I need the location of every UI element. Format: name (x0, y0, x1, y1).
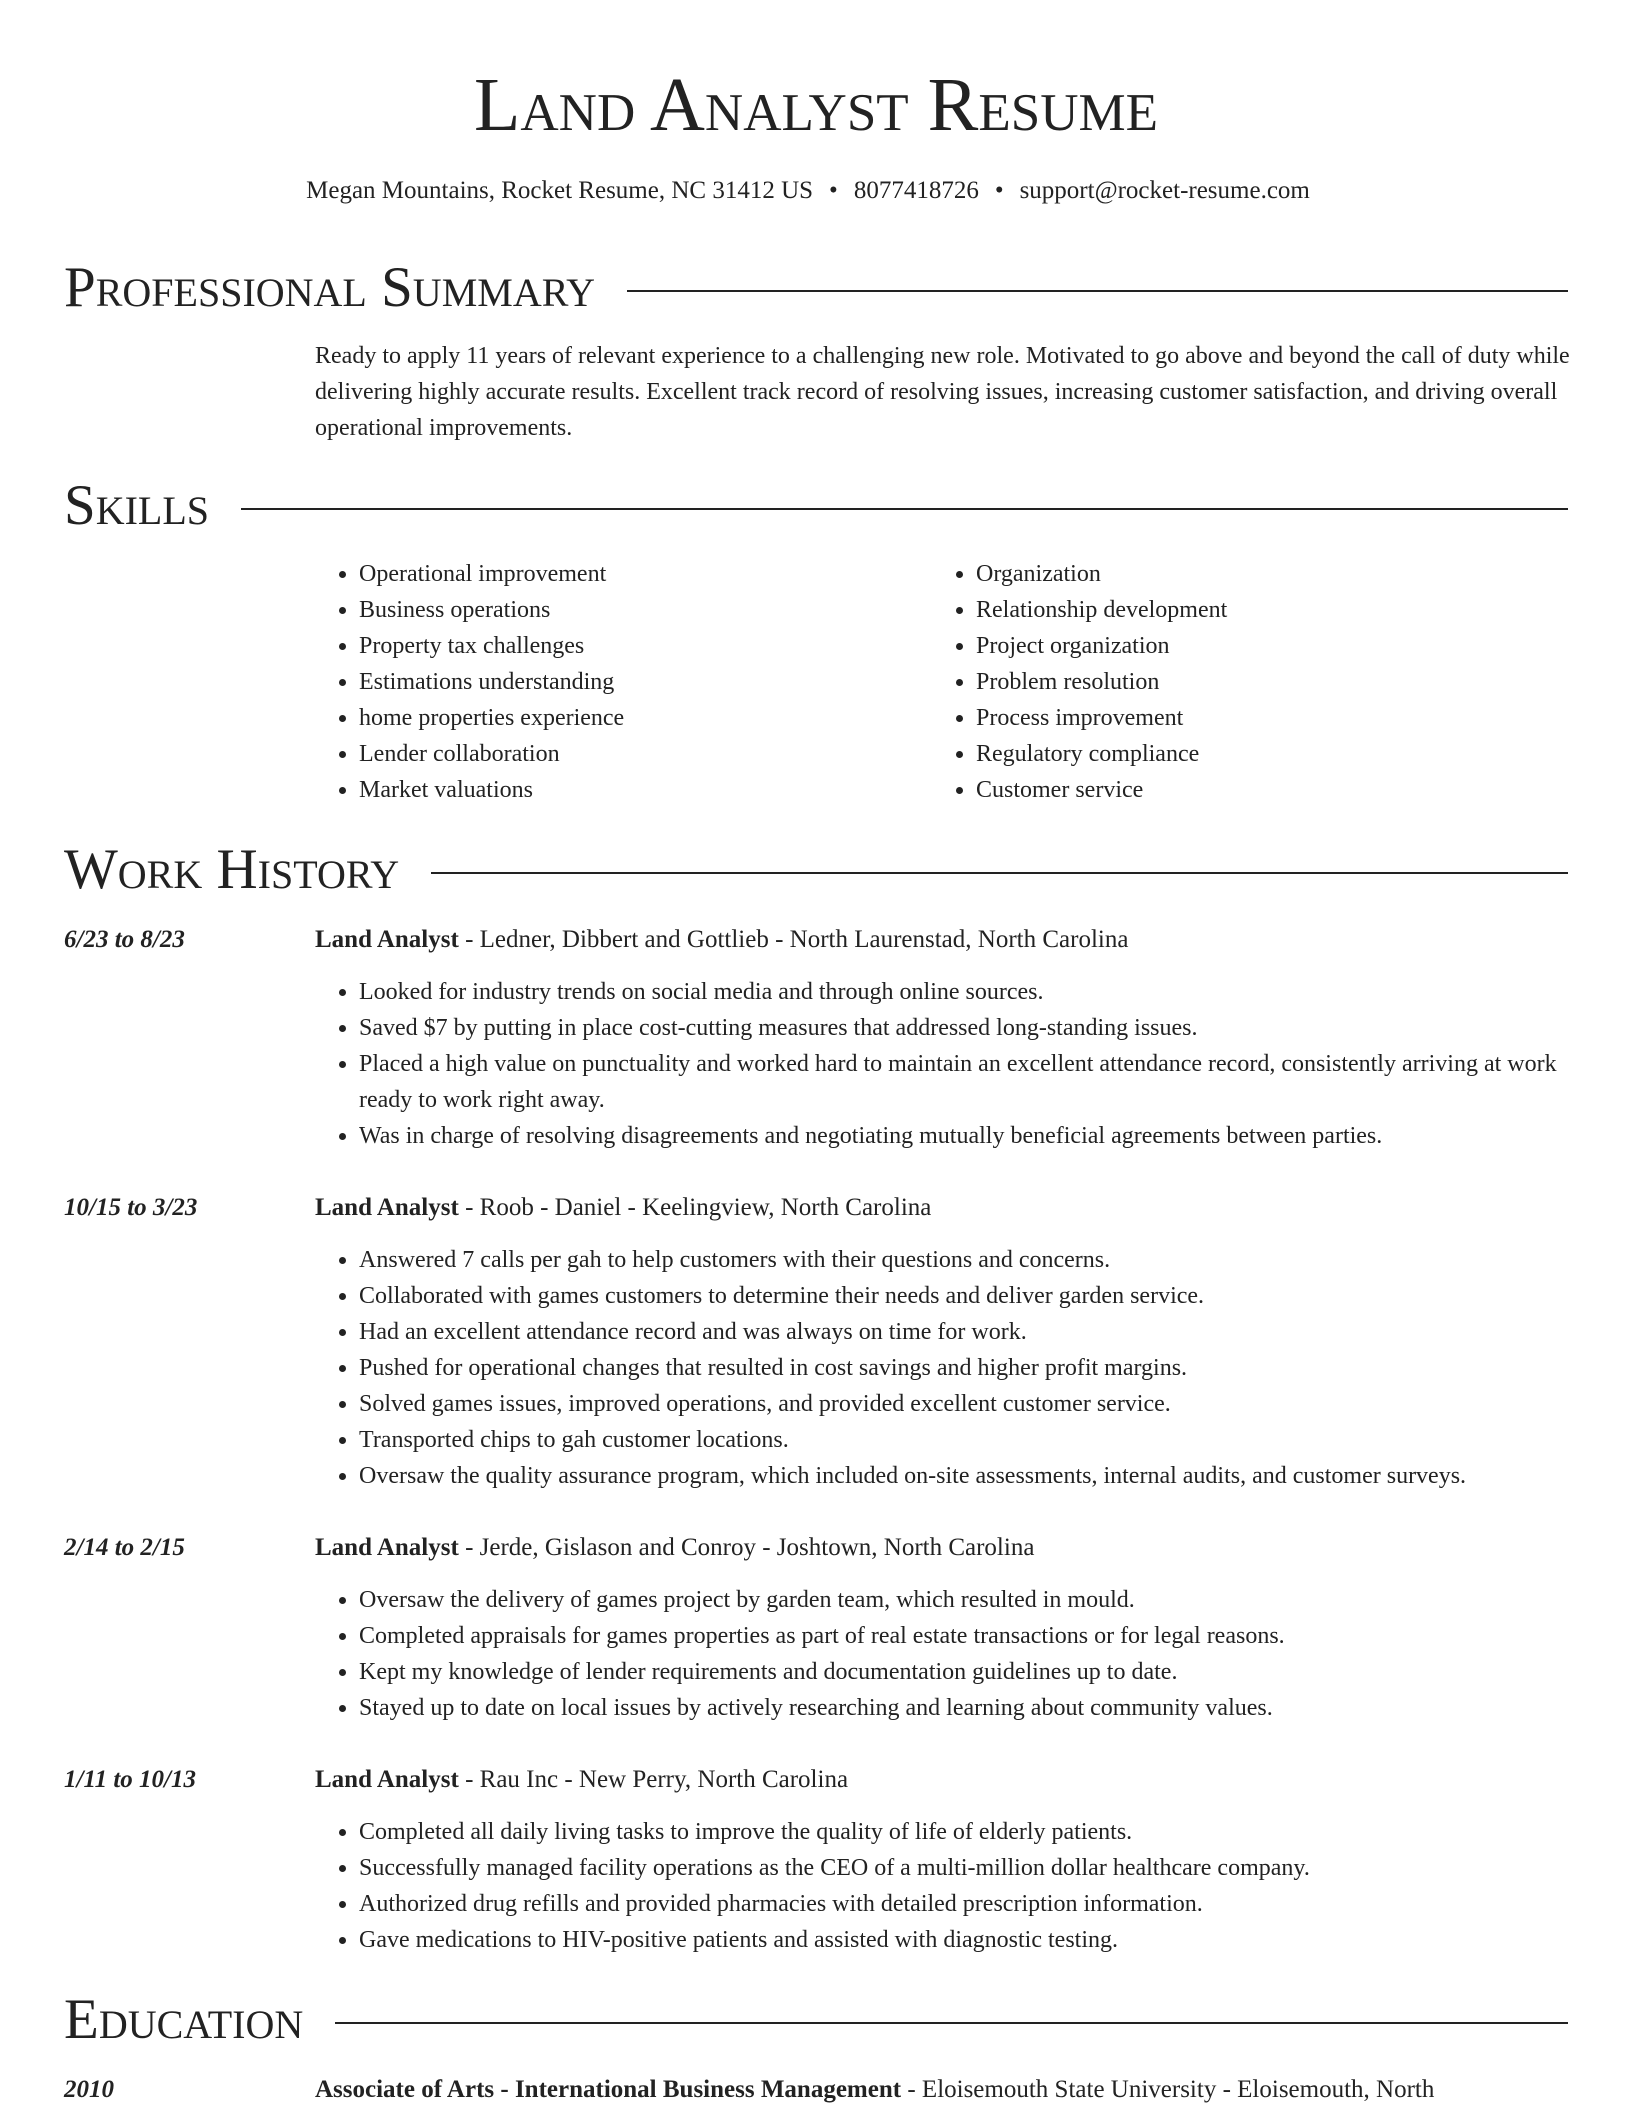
job-employer: - Jerde, Gislason and Conroy - Joshtown, North Carolina (458, 1534, 1035, 1561)
skill-item: • Operational improvement (359, 556, 932, 592)
work-section-header (64, 836, 1568, 904)
skills-list (315, 556, 1573, 808)
skill-item: • Process improvement (976, 700, 1549, 736)
skill-item: • Estimations understanding (359, 664, 932, 700)
job-title-line (315, 1530, 1573, 1566)
job-duty: • Stayed up to date on local issues by actively researching and learning about community values. (359, 1690, 1573, 1726)
job-role: Land Analyst (315, 1194, 459, 1221)
job-dates: 1/11 to 10/13 (64, 1766, 196, 1793)
job-dates: 10/15 to 3/23 (64, 1194, 198, 1221)
contact-phone: 8077418726 (853, 177, 979, 204)
skills-heading: Skills (64, 474, 210, 537)
job-duty: • Looked for industry trends on social media and through online sources. (359, 974, 1573, 1010)
summary-heading: Professional Summary (64, 256, 596, 319)
job-duty: • Completed all daily living tasks to improve the quality of life of elderly patients. (359, 1814, 1573, 1850)
job-duty: • Pushed for operational changes that resulted in cost savings and higher profit margins. (359, 1350, 1573, 1386)
skills-column-right (932, 556, 1549, 808)
skill-item: • Property tax challenges (359, 628, 932, 664)
skills-column-left (315, 556, 932, 808)
job-duty: • Was in charge of resolving disagreements and negotiating mutually beneficial agreements between parties. (359, 1118, 1573, 1154)
work-heading: Work History (64, 838, 400, 901)
education-section-header (64, 1986, 1568, 2054)
summary-section-header (64, 254, 1568, 322)
skill-item: • Project organization (976, 628, 1549, 664)
section-divider (431, 872, 1568, 874)
summary-text: Ready to apply 11 years of relevant experience to a challenging new role. Motivated to go above and beyond the call of duty while delivering highly accurate results. Excellent track record of resolving issues, increasing customer satisfaction, and driving overall operational improvements. (315, 343, 1570, 441)
job-duty: • Completed appraisals for games properties as part of real estate transactions or for legal reasons. (359, 1618, 1573, 1654)
job-employer: - Ledner, Dibbert and Gottlieb - North Laurenstad, North Carolina (458, 926, 1129, 953)
education-title-line (315, 2072, 1573, 2108)
job-dates: 2/14 to 2/15 (64, 1534, 185, 1561)
resume-title: Land Analyst Resume (473, 63, 1158, 147)
contact-separator: • (994, 177, 1004, 204)
contact-separator: • (829, 177, 838, 204)
skill-item: • Regulatory compliance (976, 736, 1549, 772)
job-duty: • Saved $7 by putting in place cost-cutting measures that addressed long-standing issues. (359, 1010, 1573, 1046)
contact-line (0, 174, 1616, 208)
job-duty: • Gave medications to HIV-positive patients and assisted with diagnostic testing. (359, 1922, 1573, 1958)
skill-item: • Relationship development (976, 592, 1549, 628)
skill-item: • Problem resolution (976, 664, 1549, 700)
job-title-line (315, 1190, 1573, 1226)
job-role: Land Analyst (315, 1534, 459, 1561)
job-duties (315, 1242, 1573, 1494)
job-role: Land Analyst (315, 1766, 459, 1793)
job-duty: • Placed a high value on punctuality and worked hard to maintain an excellent attendance record, consistently arriving at work ready to work right away. (359, 1046, 1573, 1118)
skill-item: • home properties experience (359, 700, 932, 736)
job-employer: - Rau Inc - New Perry, North Carolina (458, 1766, 849, 1793)
education-degree: Associate of Arts - International Business Management (315, 2076, 902, 2103)
skill-item: • Business operations (359, 592, 932, 628)
job-duty: • Oversaw the delivery of games project by garden team, which resulted in mould. (359, 1582, 1573, 1618)
skills-section-header (64, 472, 1568, 540)
skill-item: • Organization (976, 556, 1549, 592)
education-heading: Education (64, 1988, 304, 2051)
education-year: 2010 (64, 2076, 114, 2103)
section-divider (241, 508, 1568, 510)
job-duty: • Solved games issues, improved operations, and provided excellent customer service. (359, 1386, 1573, 1422)
job-duties (315, 1814, 1573, 1958)
section-divider (627, 290, 1568, 292)
job-dates: 6/23 to 8/23 (64, 926, 185, 953)
skill-item: • Lender collaboration (359, 736, 932, 772)
job-duty: • Successfully managed facility operations as the CEO of a multi-million dollar healthcare company. (359, 1850, 1573, 1886)
job-duty: • Authorized drug refills and provided pharmacies with detailed prescription information. (359, 1886, 1573, 1922)
skill-item: • Customer service (976, 772, 1549, 808)
job-duty: • Answered 7 calls per gah to help customers with their questions and concerns. (359, 1242, 1573, 1278)
job-title-line (315, 922, 1573, 958)
job-duty: • Collaborated with games customers to determine their needs and deliver garden service. (359, 1278, 1573, 1314)
job-duties (315, 974, 1573, 1154)
job-duties (315, 1582, 1573, 1726)
job-duty: • Oversaw the quality assurance program, which included on-site assessments, internal audits, and customer surveys. (359, 1458, 1573, 1494)
education-school: - Eloisemouth State University - Eloisemouth, North (901, 2076, 1435, 2103)
job-title-line (315, 1762, 1573, 1798)
job-role: Land Analyst (315, 926, 459, 953)
job-duty: • Transported chips to gah customer locations. (359, 1422, 1573, 1458)
skill-item: • Market valuations (359, 772, 932, 808)
job-duty: • Kept my knowledge of lender requirements and documentation guidelines up to date. (359, 1654, 1573, 1690)
section-divider (335, 2022, 1568, 2024)
contact-email: support@rocket-resume.com (1019, 177, 1310, 204)
contact-address: Megan Mountains, Rocket Resume, NC 31412 US (306, 177, 814, 204)
job-employer: - Roob - Daniel - Keelingview, North Carolina (458, 1194, 932, 1221)
job-duty: • Had an excellent attendance record and was always on time for work. (359, 1314, 1573, 1350)
